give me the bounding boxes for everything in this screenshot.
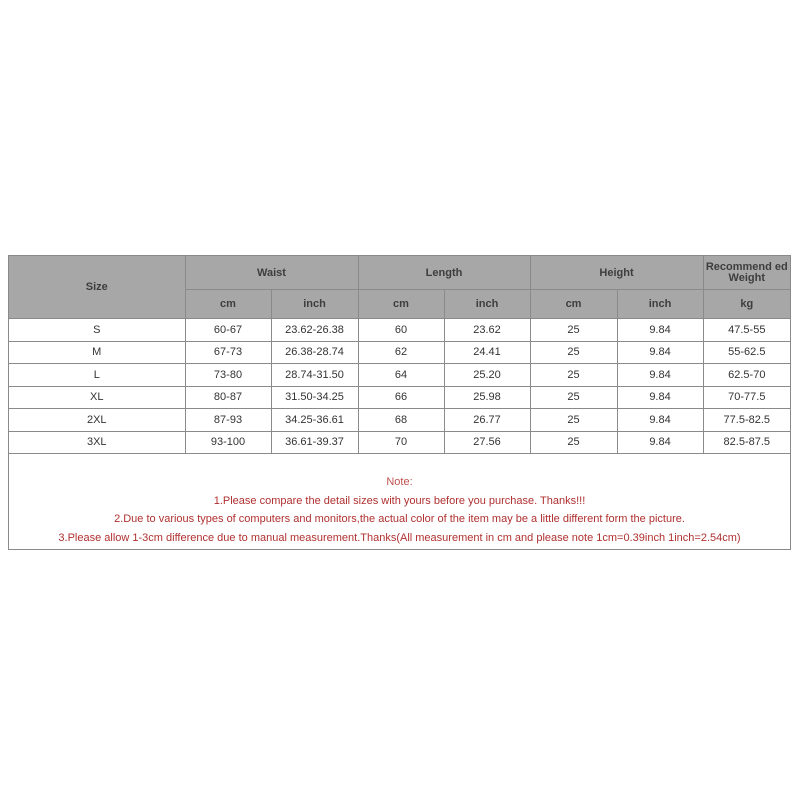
height-cm-cell: 25 [530, 319, 617, 342]
height-inch-cell: 9.84 [617, 409, 703, 432]
weight-kg-cell: 47.5-55 [703, 319, 790, 342]
waist-cm-cell: 93-100 [185, 431, 271, 454]
length-header: Length [358, 256, 530, 290]
height-cm-cell: 25 [530, 431, 617, 454]
length-cm-cell: 68 [358, 409, 444, 432]
size-table [9, 256, 790, 454]
waist-inch-header: inch [271, 290, 358, 319]
note-line-3: 3.Please allow 1-3cm difference due to manual measurement.Thanks(All measurement in cm and please note 1cm=0.39inch 1inch=2.54cm) [58, 531, 741, 544]
height-inch-cell: 9.84 [617, 364, 703, 387]
length-inch-header: inch [444, 290, 530, 319]
height-cm-cell: 25 [530, 341, 617, 364]
height-inch-cell: 9.84 [617, 341, 703, 364]
header-row [9, 256, 790, 290]
size-cell: L [9, 364, 185, 387]
note-title: Note: [386, 476, 413, 488]
waist-cm-cell: 67-73 [185, 341, 271, 364]
length-cm-header: cm [358, 290, 444, 319]
table-row [9, 341, 790, 364]
height-cm-cell: 25 [530, 386, 617, 409]
waist-inch-cell: 26.38-28.74 [271, 341, 358, 364]
length-inch-cell: 26.77 [444, 409, 530, 432]
weight-kg-cell: 55-62.5 [703, 341, 790, 364]
size-chart [8, 255, 791, 550]
size-cell: 3XL [9, 431, 185, 454]
waist-inch-cell: 23.62-26.38 [271, 319, 358, 342]
height-header: Height [530, 256, 703, 290]
weight-kg-header: kg [703, 290, 790, 319]
length-cm-cell: 70 [358, 431, 444, 454]
length-inch-cell: 25.98 [444, 386, 530, 409]
size-table-body [9, 319, 790, 454]
waist-cm-cell: 60-67 [185, 319, 271, 342]
length-inch-cell: 27.56 [444, 431, 530, 454]
table-row [9, 364, 790, 387]
table-row [9, 409, 790, 432]
note-section [9, 454, 790, 549]
waist-cm-header: cm [185, 290, 271, 319]
waist-header: Waist [185, 256, 358, 290]
weight-kg-cell: 70-77.5 [703, 386, 790, 409]
size-column-header: Size [9, 256, 185, 319]
length-inch-cell: 24.41 [444, 341, 530, 364]
height-cm-header: cm [530, 290, 617, 319]
length-cm-cell: 62 [358, 341, 444, 364]
recommended-weight-header: Recommend ed Weight [703, 256, 790, 290]
height-inch-header: inch [617, 290, 703, 319]
waist-inch-cell: 28.74-31.50 [271, 364, 358, 387]
length-cm-cell: 66 [358, 386, 444, 409]
waist-inch-cell: 34.25-36.61 [271, 409, 358, 432]
waist-inch-cell: 36.61-39.37 [271, 431, 358, 454]
table-row [9, 319, 790, 342]
table-row [9, 431, 790, 454]
length-cm-cell: 60 [358, 319, 444, 342]
length-inch-cell: 25.20 [444, 364, 530, 387]
height-inch-cell: 9.84 [617, 319, 703, 342]
note-line-2: 2.Due to various types of computers and monitors,the actual color of the item may be a little different form the picture. [114, 513, 685, 525]
waist-cm-cell: 73-80 [185, 364, 271, 387]
weight-kg-cell: 77.5-82.5 [703, 409, 790, 432]
size-cell: 2XL [9, 409, 185, 432]
size-cell: M [9, 341, 185, 364]
size-cell: S [9, 319, 185, 342]
weight-kg-cell: 62.5-70 [703, 364, 790, 387]
waist-cm-cell: 80-87 [185, 386, 271, 409]
height-cm-cell: 25 [530, 364, 617, 387]
note-line-1: 1.Please compare the detail sizes with yours before you purchase. Thanks!!! [213, 494, 586, 507]
length-cm-cell: 64 [358, 364, 444, 387]
table-row [9, 386, 790, 409]
height-cm-cell: 25 [530, 409, 617, 432]
height-inch-cell: 9.84 [617, 386, 703, 409]
size-cell: XL [9, 386, 185, 409]
height-inch-cell: 9.84 [617, 431, 703, 454]
weight-kg-cell: 82.5-87.5 [703, 431, 790, 454]
waist-inch-cell: 31.50-34.25 [271, 386, 358, 409]
length-inch-cell: 23.62 [444, 319, 530, 342]
waist-cm-cell: 87-93 [185, 409, 271, 432]
